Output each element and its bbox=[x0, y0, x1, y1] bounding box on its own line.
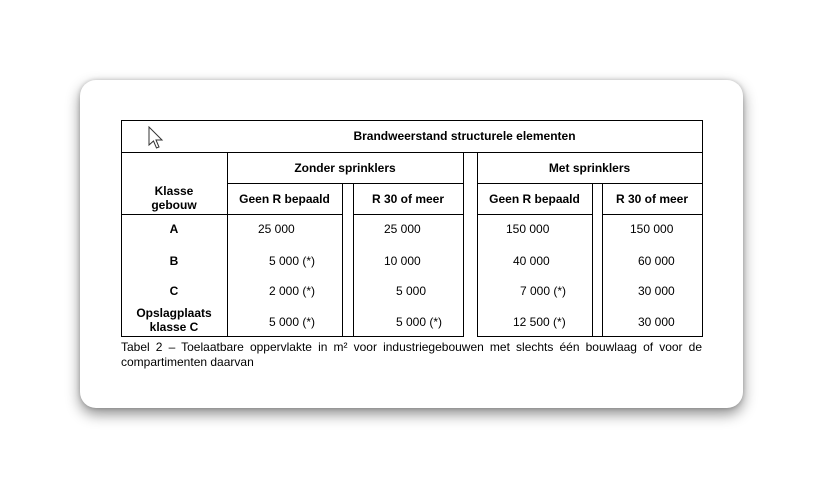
table-cell: 5 000 bbox=[396, 284, 427, 298]
row-label: B bbox=[169, 254, 179, 268]
mouse-pointer-icon bbox=[148, 126, 168, 152]
table-cell: 30 000 bbox=[638, 284, 675, 298]
table-border bbox=[477, 214, 593, 215]
table-cell: 25 000 bbox=[258, 222, 295, 236]
table-border bbox=[227, 152, 228, 337]
row-label: C bbox=[169, 284, 179, 298]
table-border bbox=[353, 183, 354, 337]
subheader: R 30 of meer bbox=[615, 192, 689, 206]
table-border bbox=[592, 183, 593, 337]
group-header-met: Met sprinklers bbox=[548, 161, 631, 175]
table-title: Brandweerstand structurele elementen bbox=[353, 129, 576, 143]
table-border bbox=[353, 214, 464, 215]
table-cell: 5 000 (*) bbox=[269, 315, 316, 329]
table-border bbox=[477, 183, 703, 184]
table-border bbox=[342, 183, 343, 337]
subheader: Geen R bepaald bbox=[489, 192, 580, 206]
table-cell: 40 000 bbox=[513, 254, 550, 268]
table-cell: 2 000 (*) bbox=[269, 284, 316, 298]
row-label: A bbox=[169, 222, 179, 236]
table-border bbox=[121, 214, 343, 215]
table-border bbox=[121, 152, 703, 153]
table-border bbox=[477, 336, 703, 337]
subheader: Geen R bepaald bbox=[239, 192, 330, 206]
table-border bbox=[602, 183, 603, 337]
table-border bbox=[602, 214, 703, 215]
table-cell: 25 000 bbox=[384, 222, 421, 236]
subheader: R 30 of meer bbox=[371, 192, 445, 206]
table-border bbox=[463, 152, 464, 337]
table-border bbox=[121, 336, 464, 337]
table-cell: 150 000 bbox=[506, 222, 550, 236]
table-cell: 5 000 (*) bbox=[269, 254, 316, 268]
table-border bbox=[477, 152, 478, 337]
table-border bbox=[702, 120, 703, 337]
table-cell: 5 000 (*) bbox=[396, 315, 443, 329]
table-cell: 10 000 bbox=[384, 254, 421, 268]
table-cell: 12 500 (*) bbox=[513, 315, 566, 329]
table-cell: 30 000 bbox=[638, 315, 675, 329]
table-cell: 150 000 bbox=[630, 222, 674, 236]
table-caption: Tabel 2 – Toelaatbare oppervlakte in m² voor industriegebouwen met slechts één bouwlaag of voor de compartimenten daarvan bbox=[121, 340, 702, 369]
table-cell: 60 000 bbox=[638, 254, 675, 268]
table-border bbox=[121, 120, 703, 121]
row-header: Klasse gebouw bbox=[151, 184, 197, 212]
table-border bbox=[227, 183, 464, 184]
row-label: Opslagplaats klasse C bbox=[136, 306, 212, 334]
table-cell: 7 000 (*) bbox=[520, 284, 567, 298]
group-header-zonder: Zonder sprinklers bbox=[294, 161, 396, 175]
